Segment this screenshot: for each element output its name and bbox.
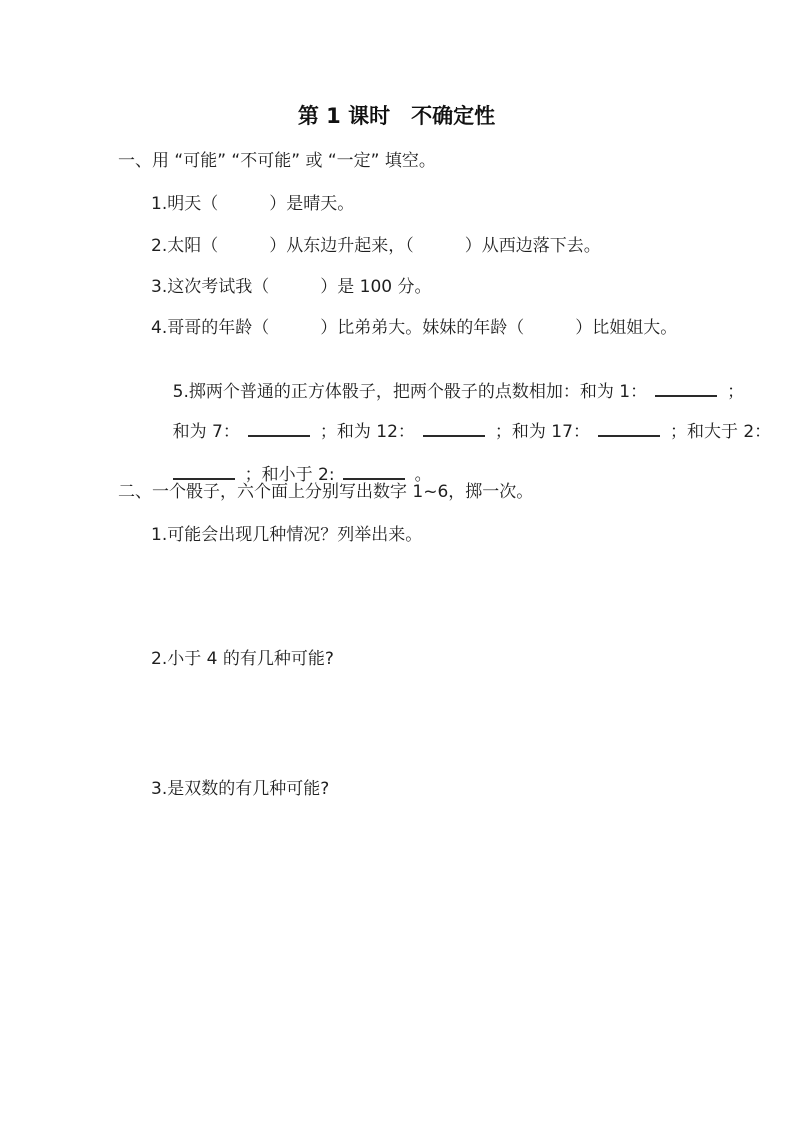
section1-item-3: 3.这次考试我（ ）是 100 分。	[151, 277, 432, 297]
section2-item-2: 2.小于 4 的有几种可能?	[151, 649, 334, 669]
item5-text: ；和为 17：	[494, 422, 590, 442]
answer-blank	[598, 420, 660, 437]
item5-text: 5.掷两个普通的正方体骰子，把两个骰子的点数相加：和为 1：	[172, 382, 648, 402]
page-title: 第 1 课时 不确定性	[297, 104, 496, 128]
section1-item-2: 2.太阳（ ）从东边升起来，（ ）从西边落下去。	[151, 236, 601, 256]
item5-text: ；和为 12：	[319, 422, 415, 442]
section2-header: 二、一个骰子，六个面上分别写出数字 1~6，掷一次。	[118, 482, 534, 502]
section1-header: 一、用 “可能” “不可能” 或 “一定” 填空。	[118, 151, 436, 171]
section1-item-1: 1.明天（ ）是晴天。	[151, 194, 355, 214]
answer-blank	[655, 380, 717, 397]
section2-item-1: 1.可能会出现几种情况？列举出来。	[151, 525, 423, 545]
item5-text: ；	[727, 382, 745, 402]
answer-blank	[173, 463, 235, 480]
item5-text: 和为 7：	[172, 422, 240, 442]
answer-blank	[423, 420, 485, 437]
answer-blank	[343, 463, 405, 480]
item5-text: ；和大于 2：	[669, 422, 772, 442]
section1-item-4: 4.哥哥的年龄（ ）比弟弟大。妹妹的年龄（ ）比姐姐大。	[151, 318, 678, 338]
section2-item-3: 3.是双数的有几种可能?	[151, 779, 330, 799]
item5-text: 。	[414, 465, 432, 485]
answer-blank	[248, 420, 310, 437]
item5-text: ；和小于 2:	[244, 465, 335, 485]
